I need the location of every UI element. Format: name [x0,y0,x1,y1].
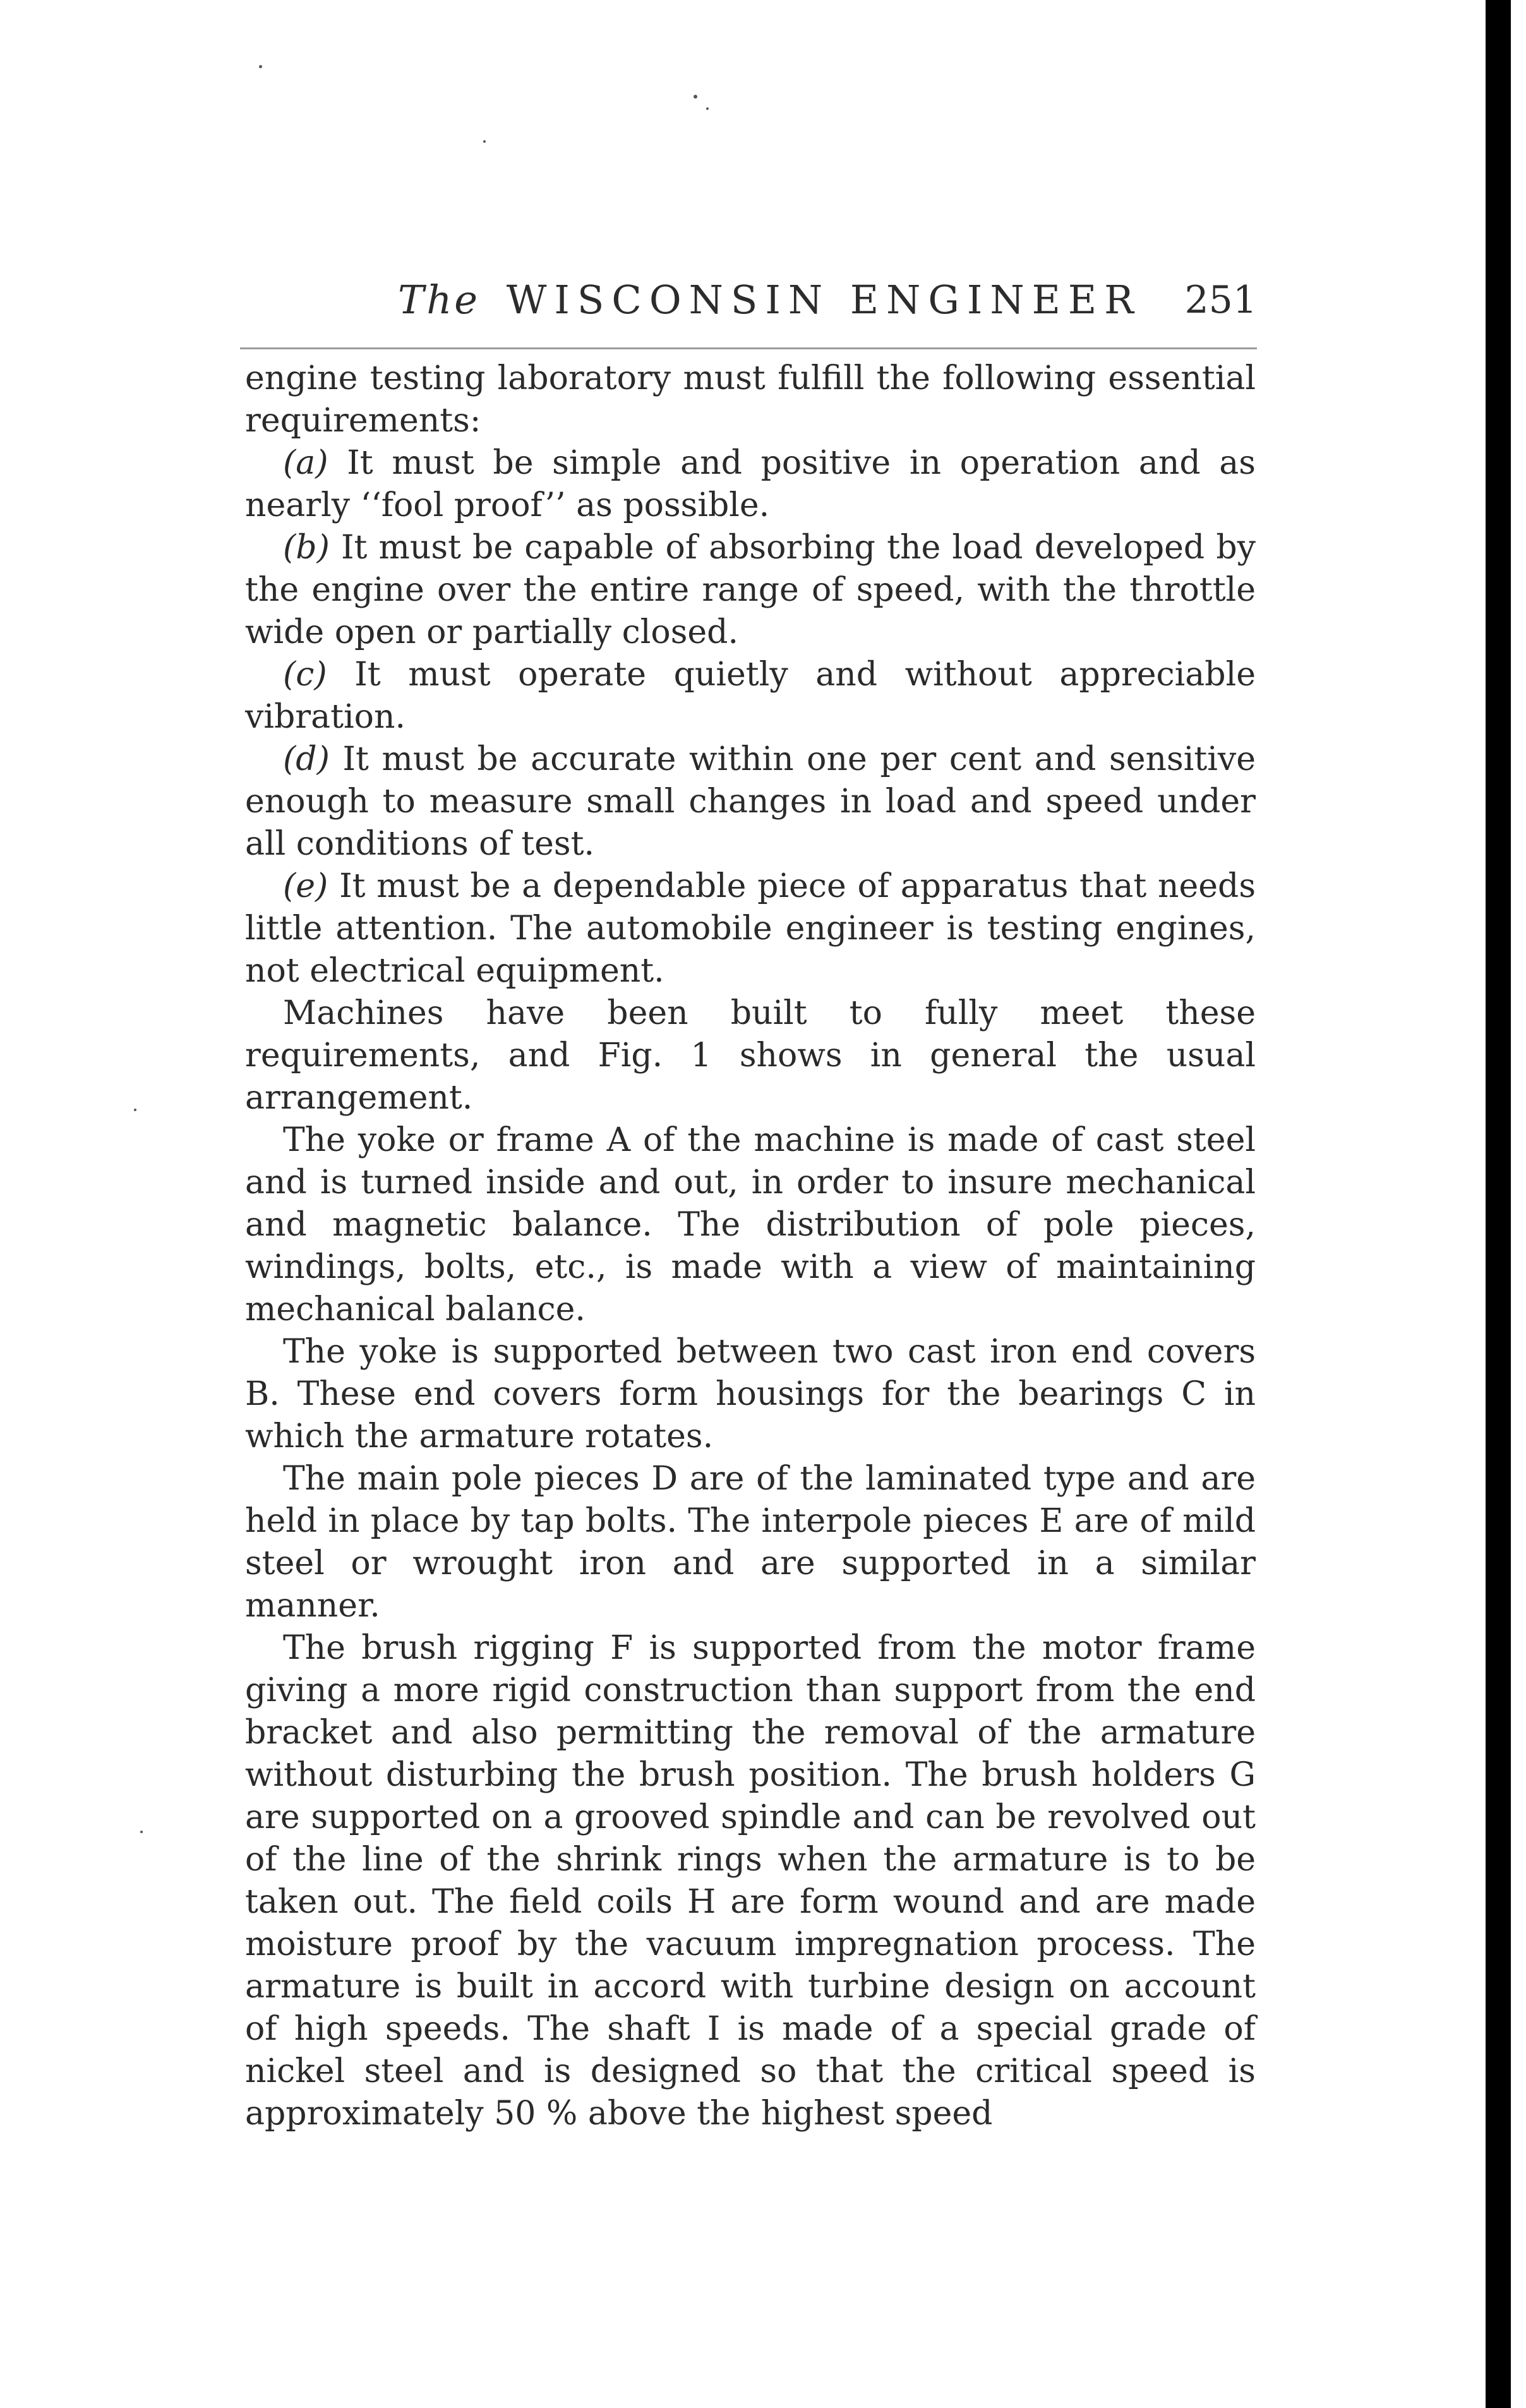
journal-title [398,277,1141,323]
requirement-item [245,865,1256,992]
paragraph [245,1627,1256,2135]
scan-speck [134,1109,136,1111]
item-text: It must be a dependable piece of apparatus that needs little attention. The automobile engineer is testing engines, not electrical equipment. [245,867,1256,990]
item-letter: (a) [283,444,328,482]
title-main: WISCONSIN ENGINEER [506,277,1141,323]
paragraph [245,1119,1256,1331]
title-prefix: The [398,277,480,323]
requirement-item [245,527,1256,654]
paragraph-text: The brush rigging F is supported from the motor frame giving a more rigid construction than support from the end bracket and also permitting the removal of the armature without disturbing the brush position. The brush holders G are supported on a grooved spindle and can be revolved out of the line of the shrink rings when the armature is to be taken out. The field coils H are form wound and are made moisture proof by the vacuum impregnation process. The armature is built in accord with turbine design on account of high speeds. The shaft I is made of a special grade of nickel steel and is designed so that the critical speed is approximately 50 % above the highest speed [245,1629,1256,2133]
scan-border [1486,0,1511,2408]
running-header [240,265,1257,349]
item-text: It must operate quietly and without appreciable vibration. [245,656,1256,736]
paragraph [245,358,1256,442]
item-letter: (d) [283,740,330,778]
requirement-item [245,442,1256,527]
article-body [245,358,1256,2135]
item-letter: (b) [283,529,330,567]
scan-speck [259,65,262,68]
paragraph [245,992,1256,1119]
scan-speck [706,107,709,110]
paragraph [245,1331,1256,1458]
item-text: It must be capable of absorbing the load developed by the engine over the entire range of speed, with the throttle wide open or partially closed. [245,529,1256,651]
paragraph-text: Machines have been built to fully meet these requirements, and Fig. 1 shows in general the usual arrangement. [245,994,1256,1117]
scan-speck [483,140,486,143]
paragraph-text: The yoke is supported between two cast iron end covers B. These end covers form housings for the bearings C in which the armature rotates. [245,1333,1256,1455]
item-text: It must be simple and positive in operation and as nearly ‘‘fool proof’’ as possible. [245,444,1256,524]
page-number: 251 [1184,278,1257,322]
scan-speck [694,95,697,99]
item-text: It must be accurate within one per cent and sensitive enough to measure small changes in load and speed under all conditions of test. [245,740,1256,863]
requirement-item [245,654,1256,738]
requirement-item [245,738,1256,865]
paragraph-text: engine testing laboratory must fulfill the following essential requirements: [245,359,1256,440]
paragraph-text: The main pole pieces D are of the laminated type and are held in place by tap bolts. The interpole pieces E are of mild steel or wrought iron and are supported in a similar manner. [245,1460,1256,1625]
item-letter: (e) [283,867,328,905]
item-letter: (c) [283,656,327,694]
paragraph-text: The yoke or frame A of the machine is made of cast steel and is turned inside and out, in order to insure mechanical and magnetic balance. The distribution of pole pieces, windings, bolts, etc., is made with a view of maintaining mechanical balance. [245,1121,1256,1328]
paragraph [245,1458,1256,1627]
scan-speck [140,1831,143,1833]
